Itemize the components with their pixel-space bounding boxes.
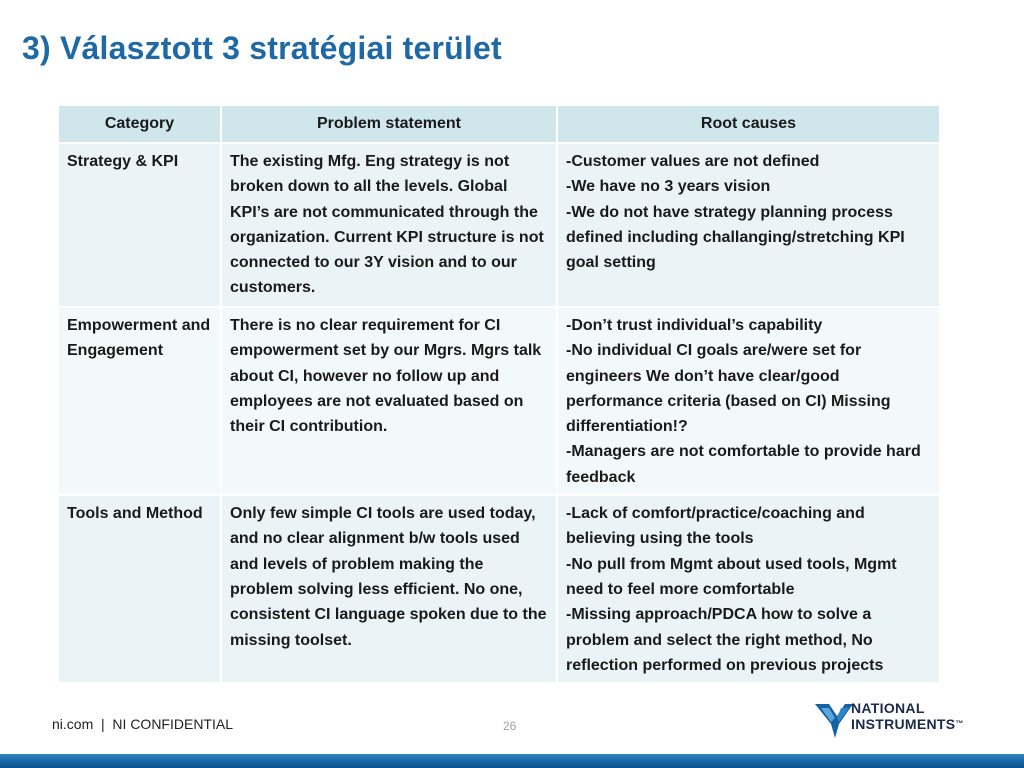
root-cause-item: -No individual CI goals are/were set for engineers We don’t have clear/good performance criteria (based on CI) Missing differentiation!? [566,342,891,436]
header-category: Category [58,105,221,143]
logo-wordmark [851,700,964,732]
root-cause-item: -Managers are not comfortable to provide hard feedback [566,443,921,486]
strategy-table [57,104,941,684]
root-cause-item: -We do not have strategy planning process defined including challanging/stretching KPI goal setting [566,203,905,272]
root-cause-item: -No pull from Mgmt about used tools, Mgmt need to feel more comfortable [566,555,897,598]
cell-root-causes [557,143,940,307]
footer-confidential: ni.com | NI CONFIDENTIAL [52,716,233,732]
cell-category: Strategy & KPI [58,143,221,307]
root-cause-item: -Lack of comfort/practice/coaching and believing using the tools [566,505,865,548]
root-cause-item: -Customer values are not defined [566,153,820,170]
cell-problem: There is no clear requirement for CI empowerment set by our Mgrs. Mgrs talk about CI, however no follow up and employees are not evaluated based on their CI contribution. [221,307,557,495]
logo-line-1: NATIONAL [851,700,925,716]
table-row [58,307,940,495]
eagle-logo-icon [815,698,855,740]
header-root-causes: Root causes [557,105,940,143]
logo-trademark: ™ [955,719,964,728]
root-cause-item: -Missing approach/PDCA how to solve a problem and select the right method, No reflection performed on previous projects [566,606,884,674]
cell-root-causes [557,307,940,495]
cell-root-causes [557,495,940,683]
table-header-row [58,105,940,143]
bottom-bar [0,754,1024,768]
logo-line-2: INSTRUMENTS [851,716,956,732]
cell-category: Empowerment and Engagement [58,307,221,495]
table-row [58,495,940,683]
root-cause-item: -We have no 3 years vision [566,178,771,196]
table-row [58,143,940,307]
national-instruments-logo [815,698,985,740]
cell-problem: The existing Mfg. Eng strategy is not broken down to all the levels. Global KPI’s are not communicated through the organization. Current KPI structure is not connected to our 3Y vision and to our customers. [221,143,557,307]
root-cause-item: -Don’t trust individual’s capability [566,317,823,334]
cell-problem: Only few simple CI tools are used today, and no clear alignment b/w tools used and levels of problem making the problem solving less efficient. No one, consistent CI language spoken due to the missing toolset. [221,495,557,683]
page-number: 26 [503,719,517,733]
cell-category: Tools and Method [58,495,221,683]
slide-title: 3) Választott 3 stratégiai terület [22,30,502,66]
header-problem-statement: Problem statement [221,105,557,143]
